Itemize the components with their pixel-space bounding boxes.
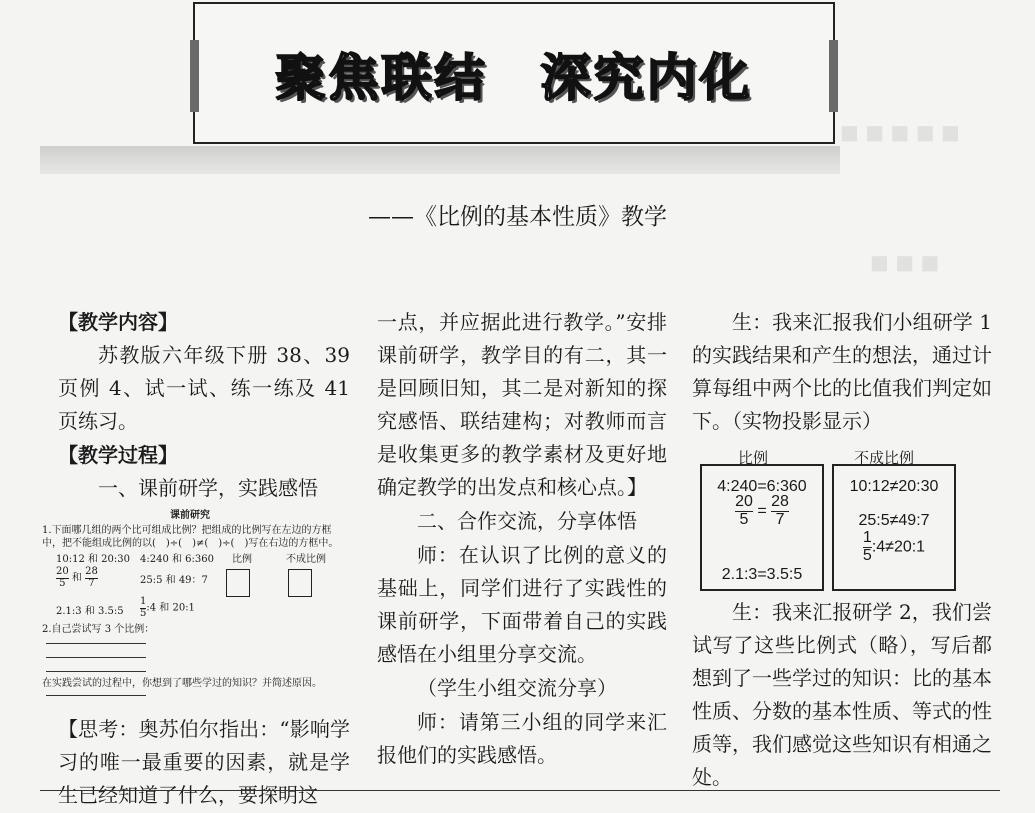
proportion-box [700,464,824,591]
fraction-numerator: 1 [140,596,147,607]
column-right [692,306,992,795]
label-proportion: 比例 [232,554,252,565]
proportion-row: 2.1:3=3.5:5 [721,566,803,583]
answer-line [46,657,146,658]
column-left [42,306,350,813]
fraction-numerator: 20 [56,566,69,577]
answer-box-proportion [226,569,250,597]
paragraph: 一点，并应据此进行教学。”安排课前研学，教学目的有二，其一是回顾旧知，其二是对新知的探究感悟、联结建构；对教师而言是收集更多的教学素材及更好地确定教学的出发点和核心点。】 [377,310,667,499]
bleed-through-text: ■ ■ ■ [870,250,940,274]
proportion-row-fraction [702,494,822,529]
fraction-denominator: 7 [775,510,785,528]
ratio-pair: 4:240 和 6:360 [140,554,214,565]
fraction-numerator: 20 [735,493,753,510]
fraction-denominator: 5 [59,577,66,589]
article-title: 聚焦联结 深究内化 [275,49,753,107]
paragraph: 生：我来汇报我们小组研学 1 的实践结果和产生的想法，通过计算每组中两个比的比值我们判定如下。（实物投影显示） [692,310,992,433]
subheading-step-1: 一、课前研学，实践感悟 [98,476,318,500]
fraction-denominator: 5 [862,546,872,564]
fraction-numerator: 1 [862,529,872,546]
worksheet-figure [42,509,342,705]
ratio-pair: 10:12 和 20:30 [56,554,130,565]
worksheet-question-1: 1.下面哪几组的两个比可组成比例？把组成的比例写在左边的方框 [42,525,332,536]
reflection-paragraph: 【思考：奥苏伯尔指出：“影响学习的唯一最重要的因素，就是学生已经知道了什么，要探明这 [58,717,350,807]
not-proportion-row: 10:12≠20:30 [849,478,939,495]
worksheet-question-3: 在实践尝试的过程中，你想到了哪些学过的知识？并简述原因。 [42,678,322,689]
title-frame [193,2,835,144]
ratio-pair: 25:5 和 49：7 [140,575,208,586]
equals-sign: = [757,502,767,520]
ratio-pair-fraction [140,597,195,619]
answer-box-not-proportion [288,569,312,597]
article-subtitle: ——《比例的基本性质》教学 [368,204,667,230]
header-shadow-band [40,146,840,174]
column-middle [377,306,667,773]
paragraph: 苏教版六年级下册 38、39 页例 4、试一试、练一练及 41 页练习。 [58,343,350,433]
and-text: 和 [71,572,82,584]
ratio-rest: :4≠20:1 [871,538,926,556]
proportion-comparison-figure [692,442,992,594]
bottom-rule [40,790,1000,791]
not-proportion-box [832,464,956,591]
fraction-denominator: 5 [739,510,749,528]
not-proportion-row-fraction [834,530,954,565]
worksheet-question-2: 2.自己尝试写 3 个比例： [42,624,155,635]
section-heading-content: 【教学内容】 [58,310,178,334]
ratio-rest: :4 和 20:1 [146,602,195,614]
paragraph: 师：请第三小组的同学来汇报他们的实践感悟。 [377,710,667,767]
answer-line [46,671,146,672]
worksheet-question-1-cont: 中，把不能组成比例的以( )÷( )≠( )÷( )写在右边的方框中。 [42,538,339,549]
answer-line [46,643,146,644]
header-proportion: 比例 [738,450,769,467]
section-heading-process: 【教学过程】 [58,443,178,467]
proportion-row: 4:240=6:360 [717,478,807,495]
paragraph: （学生小组交流分享） [417,676,617,700]
ratio-pair-fraction [56,567,98,589]
label-not-proportion: 不成比例 [286,554,326,565]
not-proportion-row: 25:5≠49:7 [858,512,930,529]
answer-line [46,695,146,696]
ratio-pair: 2.1:3 和 3.5:5 [56,606,124,617]
fraction-numerator: 28 [85,566,98,577]
paragraph: 师：在认识了比例的意义的基础上，同学们进行了实践性的课前研学，下面带着自己的实践感悟在小组里分享交流。 [377,543,667,666]
fraction-numerator: 28 [771,493,789,510]
bleed-through-text: ■ ■ ■ ■ ■ [840,120,960,144]
fraction-denominator: 5 [140,607,147,619]
subheading-step-2: 二、合作交流，分享体悟 [417,509,637,533]
paragraph: 生：我来汇报研学 2，我们尝试写了这些比例式（略），写后都想到了一些学过的知识：比的基本性质、分数的基本性质、等式的性质等，我们感觉这些知识有相通之处。 [692,600,992,789]
worksheet-title: 课前研究 [170,510,210,521]
header-not-proportion: 不成比例 [854,450,915,467]
fraction-denominator: 7 [88,577,95,589]
